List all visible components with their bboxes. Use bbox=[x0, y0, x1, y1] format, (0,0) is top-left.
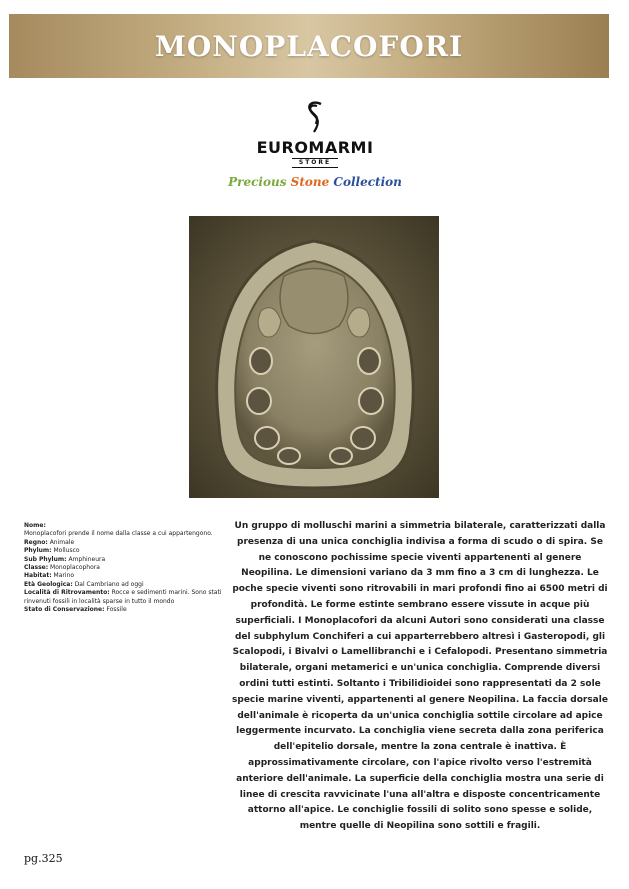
spec-row: Regno: Animale bbox=[24, 538, 75, 546]
page-title: MONOPLACOFORI bbox=[154, 29, 464, 63]
logo-name: EUROMARMI bbox=[256, 138, 374, 157]
tagline bbox=[200, 175, 430, 189]
spec-row: Nome: bbox=[24, 522, 46, 529]
fossil-shell-image bbox=[189, 216, 439, 498]
logo-sub: STORE bbox=[292, 158, 338, 168]
title-banner bbox=[9, 14, 609, 78]
specs-block bbox=[24, 522, 224, 614]
spec-row: Età Geologica: Dal Cambriano ad oggi bbox=[24, 580, 144, 588]
tagline-part-1: Precious bbox=[228, 175, 287, 189]
spec-row: Località di Ritrovamento: Rocce e sedimenti marini. Sono stati rinvenuti fossili in località sparse in tutto il mondo bbox=[24, 589, 222, 605]
spec-row: Classe: Monoplacophora bbox=[24, 564, 100, 572]
spec-row: Sub Phylum: Amphineura bbox=[24, 555, 106, 563]
spec-row: Phylum: Mollusco bbox=[24, 547, 80, 555]
description-text: Un gruppo di molluschi marini a simmetria bilaterale, caratterizzati dalla presenza di una unica conchiglia indivisa a forma di scudo o di spira. Se ne conoscono pochissime specie viventi appartenenti al genere Neopilina. Le dimensioni variano da 3 mm fino a 3 cm di lunghezza. Le poche specie viventi sono ritrovabili in mari profondi fino ai 6500 metri di profondità. Le forme estinte sembrano essere vissute in acque più superficiali. I Monoplacofori da alcuni Autori sono considerati una classe del subphylum Conchiferi a cui apparterrebbero altresì i Gasteropodi, gli Scalopodi, i Bivalvi o Lamellibranchi e i Cefalopodi. Presentano simmetria bilaterale, organi metamerici e un'unica conchiglia. Comprende diversi ordini tutti estinti. Soltanto i Tribilidioidei sono rappresentati da 2 sole specie marine viventi, appartenenti al genere Neopilina. La faccia dorsale dell'animale è ricoperta da un'unica conchiglia sottile circolare ad apice leggermente incurvato. La conchiglia viene secreta dalla zona periferica dell'epitelio dorsale, mentre la zona centrale è inattiva. È approssimativamente circolare, con l'apice rivolto verso l'estremità anteriore dell'animale. La superficie della conchiglia mostra una serie di linee di crescita ravvicinate l'una all'altra e disposte concentricamente attorno all'apice. Le conchiglie fossili di solito sono spesse e solide, mentre quelle di Neopilina sono sottili e fragili. bbox=[232, 521, 608, 832]
spec-row: Habitat: Marino bbox=[24, 572, 74, 580]
tagline-part-3: Collection bbox=[333, 175, 402, 189]
page-number: pg.325 bbox=[24, 852, 63, 865]
spec-row: Monoplacofori prende il nome dalla classe a cui appartengono. bbox=[24, 530, 213, 538]
spec-row: Stato di Conservazione: Fossile bbox=[24, 606, 127, 614]
euromarmi-s-logo-icon bbox=[302, 100, 328, 136]
tagline-part-2: Stone bbox=[290, 175, 330, 189]
